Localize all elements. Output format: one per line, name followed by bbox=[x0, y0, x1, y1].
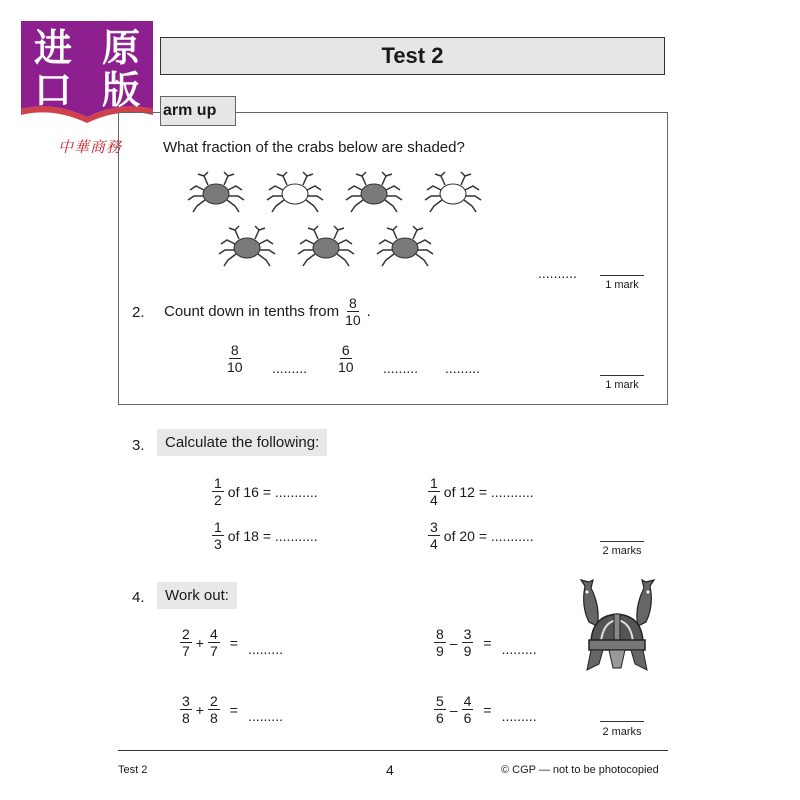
q4-1-a-num: 2 bbox=[182, 626, 190, 642]
q4-3-b-den: 8 bbox=[209, 710, 218, 726]
page-title: Test 2 bbox=[160, 37, 665, 75]
q3-3-num: 1 bbox=[214, 519, 222, 535]
crabs-illustration bbox=[180, 162, 490, 280]
q4-4-b-den: 6 bbox=[463, 710, 472, 726]
q4-number: 4. bbox=[132, 589, 145, 606]
warm-up-label: arm up bbox=[160, 96, 236, 126]
q4-1-b-num: 4 bbox=[209, 626, 218, 642]
q3-1-den: 2 bbox=[214, 492, 222, 508]
q2-blank-1: ......... bbox=[272, 360, 308, 376]
q3-item-3 bbox=[212, 520, 318, 551]
q2-f2-den: 10 bbox=[338, 359, 354, 375]
q3-2-num: 1 bbox=[430, 475, 438, 491]
q4-label: Work out: bbox=[157, 582, 237, 609]
q2-from-num: 8 bbox=[348, 295, 357, 311]
footer-rule bbox=[118, 750, 668, 751]
crab-unshaded bbox=[267, 172, 323, 212]
q1-mark: 1 mark bbox=[605, 279, 639, 291]
q4-mark: 2 marks bbox=[602, 726, 642, 738]
q3-4-den: 4 bbox=[430, 536, 438, 552]
q2-text-row bbox=[164, 296, 371, 327]
q4-4-op: – bbox=[449, 701, 458, 718]
q3-4-text: of 20 = ........... bbox=[443, 527, 534, 544]
footer-left: Test 2 bbox=[118, 764, 148, 776]
q2-number: 2. bbox=[132, 304, 145, 321]
q4-2-eq: = bbox=[483, 634, 492, 651]
q1-answer: .......... bbox=[538, 265, 577, 281]
q3-4-num: 3 bbox=[430, 519, 438, 535]
crab-shaded bbox=[219, 226, 275, 266]
crab-shaded bbox=[377, 226, 433, 266]
q4-3-dots: ......... bbox=[247, 707, 283, 724]
q2-mark: 1 mark bbox=[605, 379, 639, 391]
q4-item-1 bbox=[180, 627, 283, 658]
crab-unshaded bbox=[425, 172, 481, 212]
badge-char-1: 进 bbox=[33, 26, 73, 70]
q3-mark-line bbox=[600, 541, 644, 542]
q4-3-op: + bbox=[195, 701, 204, 718]
q3-1-num: 1 bbox=[214, 475, 222, 491]
q2-mark-line bbox=[600, 375, 644, 376]
q4-2-b-den: 9 bbox=[463, 643, 472, 659]
q2-f1-num: 8 bbox=[230, 342, 239, 358]
q4-item-2 bbox=[434, 627, 537, 658]
q4-3-b-num: 2 bbox=[209, 693, 218, 709]
q1-text: What fraction of the crabs below are shaded? bbox=[163, 139, 465, 156]
crab-shaded bbox=[346, 172, 402, 212]
viking-helmet-illustration bbox=[575, 578, 660, 676]
q3-number: 3. bbox=[132, 437, 145, 454]
footer-copyright: © CGP — not to be photocopied bbox=[501, 764, 659, 776]
q2-blank-3: ......... bbox=[445, 360, 481, 376]
q3-3-text: of 18 = ........... bbox=[227, 527, 318, 544]
q3-2-text: of 12 = ........... bbox=[443, 483, 534, 500]
q4-1-b-den: 7 bbox=[209, 643, 218, 659]
q3-item-4 bbox=[428, 520, 534, 551]
q2-period: . bbox=[366, 303, 371, 320]
badge-char-2: 原 bbox=[101, 26, 141, 70]
q4-4-a-den: 6 bbox=[436, 710, 444, 726]
q2-f1-den: 10 bbox=[227, 359, 243, 375]
q4-2-op: – bbox=[449, 634, 458, 651]
badge-char-3: 口 bbox=[33, 68, 73, 112]
q4-2-b-num: 3 bbox=[463, 626, 472, 642]
q3-3-den: 3 bbox=[214, 536, 222, 552]
q4-2-dots: ......... bbox=[501, 640, 537, 657]
q2-f2-num: 6 bbox=[341, 342, 350, 358]
q4-4-b-num: 4 bbox=[463, 693, 472, 709]
q2-text: Count down in tenths from bbox=[164, 303, 340, 320]
q4-3-eq: = bbox=[229, 701, 238, 718]
q4-2-a-num: 8 bbox=[436, 626, 444, 642]
q3-item-2 bbox=[428, 476, 534, 507]
q3-1-text: of 16 = ........... bbox=[227, 483, 318, 500]
q2-from-fraction bbox=[343, 296, 363, 327]
badge-char-4: 版 bbox=[101, 68, 141, 112]
q3-2-den: 4 bbox=[430, 492, 438, 508]
q3-item-1 bbox=[212, 476, 318, 507]
crab-shaded bbox=[188, 172, 244, 212]
q2-from-den: 10 bbox=[345, 312, 361, 328]
q4-4-eq: = bbox=[483, 701, 492, 718]
publisher-badge bbox=[17, 17, 157, 127]
q3-label: Calculate the following: bbox=[157, 429, 327, 456]
q4-3-a-den: 8 bbox=[182, 710, 190, 726]
q3-mark: 2 marks bbox=[602, 545, 642, 557]
crab-shaded bbox=[298, 226, 354, 266]
q4-4-dots: ......... bbox=[501, 707, 537, 724]
q4-item-3 bbox=[180, 694, 283, 725]
q2-blank-2: ......... bbox=[383, 360, 419, 376]
q4-3-a-num: 3 bbox=[182, 693, 190, 709]
q4-1-op: + bbox=[195, 634, 204, 651]
q2-fraction-1 bbox=[225, 343, 245, 374]
q1-mark-line bbox=[600, 275, 644, 276]
q4-2-a-den: 9 bbox=[436, 643, 444, 659]
badge-subtitle: 中華商務 bbox=[57, 138, 122, 156]
q4-mark-line bbox=[600, 721, 644, 722]
page-number: 4 bbox=[386, 762, 394, 778]
q2-fraction-2 bbox=[336, 343, 356, 374]
q4-item-4 bbox=[434, 694, 537, 725]
q4-1-dots: ......... bbox=[247, 640, 283, 657]
q4-4-a-num: 5 bbox=[436, 693, 444, 709]
q4-1-eq: = bbox=[229, 634, 238, 651]
q4-1-a-den: 7 bbox=[182, 643, 190, 659]
